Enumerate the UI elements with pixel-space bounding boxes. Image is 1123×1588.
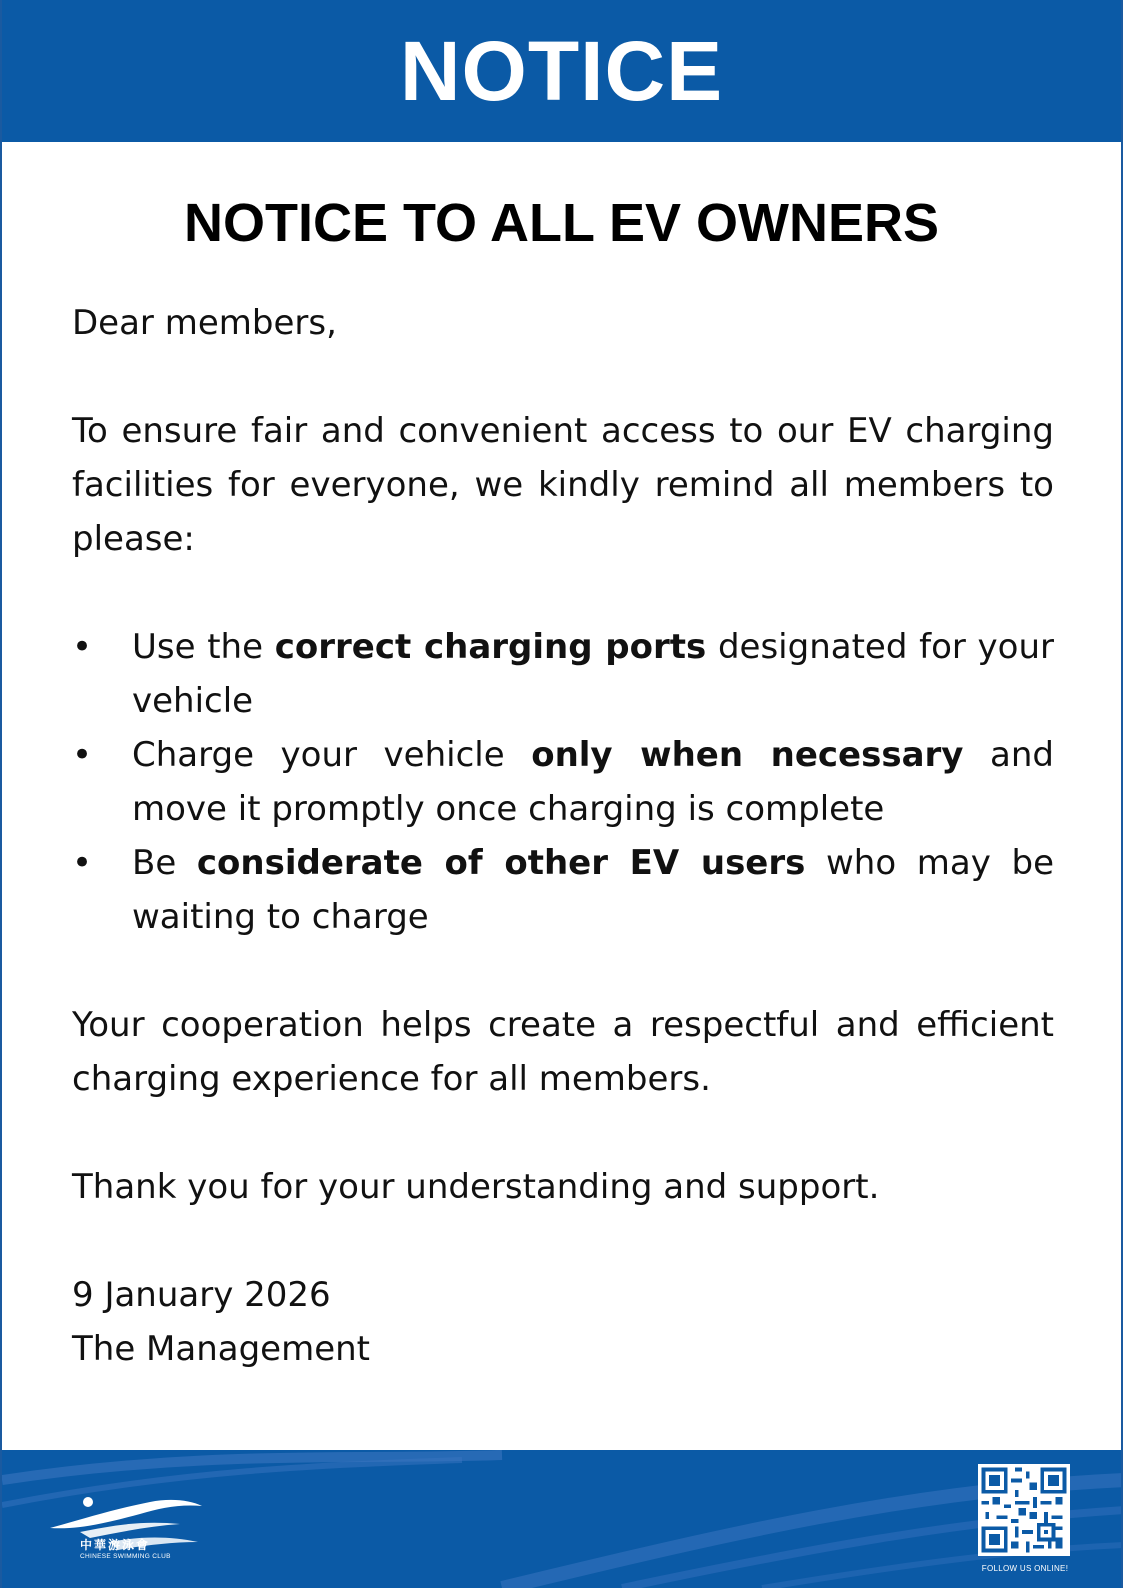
notice-heading: NOTICE TO ALL EV OWNERS bbox=[183, 193, 940, 253]
list-item: • Be considerate of other EV users who may be waiting to charge bbox=[72, 836, 1054, 944]
signature: The Management bbox=[72, 1329, 371, 1369]
list-item: • Charge your vehicle only when necessary and move it promptly once charging is complete bbox=[72, 728, 1054, 836]
notice-date: 9 January 2026 bbox=[72, 1275, 331, 1315]
top-banner bbox=[2, 0, 1121, 142]
qr-code-icon[interactable] bbox=[978, 1464, 1070, 1556]
banner-title: NOTICE bbox=[399, 24, 724, 118]
list-item: • Use the correct charging ports designated for your vehicle bbox=[72, 620, 1054, 728]
notice-body bbox=[72, 296, 1054, 1376]
bottom-banner bbox=[2, 1450, 1121, 1588]
bullet-icon: • bbox=[72, 627, 93, 667]
reminder-list bbox=[72, 620, 1054, 944]
greeting: Dear members, bbox=[72, 303, 337, 343]
bullet-icon: • bbox=[72, 843, 93, 883]
bullet-icon: • bbox=[72, 735, 93, 775]
qr-caption: FOLLOW US ONLINE! bbox=[981, 1564, 1069, 1573]
thanks-line: Thank you for your understanding and support. bbox=[72, 1167, 880, 1207]
logo-chinese-name: 中華游泳會 bbox=[80, 1538, 151, 1552]
intro-paragraph: To ensure fair and convenient access to our EV charging facilities for everyone, we kindly remind all members to please: bbox=[72, 411, 1054, 559]
cooperation-paragraph: Your cooperation helps create a respectful and efficient charging experience for all members. bbox=[72, 1005, 1054, 1099]
logo-english-name: CHINESE SWIMMING CLUB bbox=[80, 1553, 171, 1560]
